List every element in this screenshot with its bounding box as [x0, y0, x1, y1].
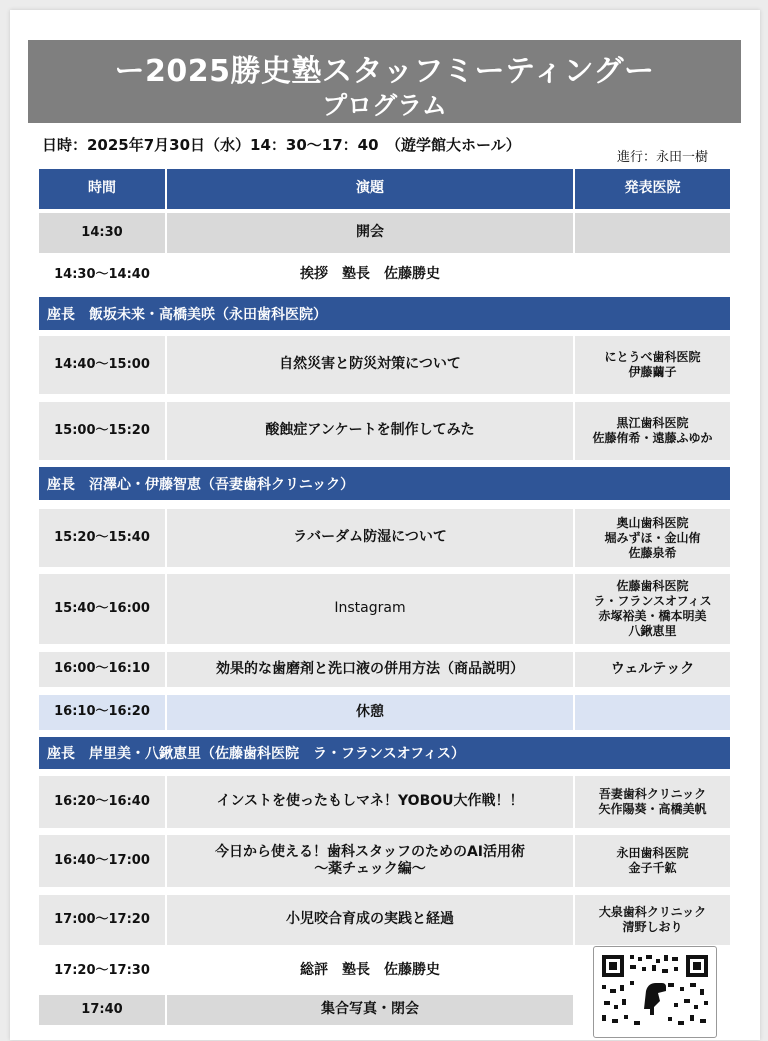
table-row	[39, 402, 730, 460]
table-row	[39, 336, 730, 394]
chair-row	[39, 467, 730, 500]
table-row	[39, 213, 730, 253]
row-time: 14:30	[39, 213, 165, 253]
row-hospital: 佐藤歯科医院 ラ・フランスオフィス 赤塚裕美・橋本明美 八鍬恵里	[575, 574, 730, 644]
chair-row	[39, 297, 730, 330]
table-row	[39, 509, 730, 567]
row-topic: Instagram	[167, 574, 573, 644]
row-topic: 今日から使える！歯科スタッフのためのAI活用術 〜薬チェック編〜	[167, 835, 573, 887]
table-row	[39, 835, 730, 887]
row-hospital	[575, 213, 730, 253]
row-topic: 挨拶 塾長 佐藤勝史	[167, 255, 573, 295]
chair-label: 座長 沼澤心・伊藤智恵（吾妻歯科クリニック）	[47, 476, 355, 493]
row-hospital	[575, 695, 730, 730]
row-topic: ラバーダム防湿について	[167, 509, 573, 567]
row-topic: 総評 塾長 佐藤勝史	[167, 951, 573, 991]
row-time: 17:00〜17:20	[39, 895, 165, 945]
chair-row	[39, 737, 730, 769]
row-time: 16:10〜16:20	[39, 695, 165, 730]
row-topic: 休憩	[167, 695, 573, 730]
header-topic: 演題	[167, 169, 573, 209]
event-datetime: 日時：2025年7月30日（水）14：30〜17：40 （遊学館大ホール）	[42, 136, 521, 154]
row-time: 16:00〜16:10	[39, 652, 165, 687]
title-line1: ー2025勝史塾スタッフミーティングー	[114, 54, 655, 89]
row-time: 17:20〜17:30	[39, 951, 165, 991]
qr-code	[593, 946, 717, 1038]
header-hospital: 発表医院	[575, 169, 730, 209]
table-row	[39, 895, 730, 945]
row-hospital: 黒江歯科医院 佐藤侑希・遠藤ふゆか	[575, 402, 730, 460]
table-header	[39, 169, 730, 209]
row-topic: 集合写真・閉会	[167, 995, 573, 1025]
row-hospital: ウェルテック	[575, 652, 730, 687]
header-time: 時間	[39, 169, 165, 209]
row-topic: インストを使ったもしマネ！YOBOU大作戦！！	[167, 776, 573, 828]
break-row	[39, 695, 730, 730]
chair-label: 座長 岸里美・八鍬恵里（佐藤歯科医院 ラ・フランスオフィス）	[47, 746, 466, 762]
row-hospital: 大泉歯科クリニック 清野しおり	[575, 895, 730, 945]
row-time: 16:40〜17:00	[39, 835, 165, 887]
moderator: 進行：永田一樹	[617, 150, 709, 165]
row-hospital: 奥山歯科医院 堀みずほ・金山侑 佐藤泉希	[575, 509, 730, 567]
row-time: 15:20〜15:40	[39, 509, 165, 567]
chair-label: 座長 飯坂未来・高橋美咲（永田歯科医院）	[47, 306, 327, 323]
table-row	[39, 776, 730, 828]
row-topic: 効果的な歯磨剤と洗口液の併用方法（商品説明）	[167, 652, 573, 687]
title-line2: プログラム	[322, 91, 447, 120]
row-topic: 自然災害と防災対策について	[167, 336, 573, 394]
row-topic: 小児咬合育成の実践と経過	[167, 895, 573, 945]
row-time: 14:40〜15:00	[39, 336, 165, 394]
table-row	[39, 255, 730, 295]
row-hospital: 永田歯科医院 金子千鉱	[575, 835, 730, 887]
title-banner	[28, 40, 741, 123]
row-time: 17:40	[39, 995, 165, 1025]
row-topic: 酸蝕症アンケートを制作してみた	[167, 402, 573, 460]
row-topic: 開会	[167, 213, 573, 253]
row-time: 15:40〜16:00	[39, 574, 165, 644]
table-row	[39, 574, 730, 644]
table-row	[39, 652, 730, 687]
row-time: 14:30〜14:40	[39, 255, 165, 295]
row-hospital: 吾妻歯科クリニック 矢作陽葵・高橋美帆	[575, 776, 730, 828]
row-time: 16:20〜16:40	[39, 776, 165, 828]
row-hospital	[575, 255, 730, 295]
row-hospital: にとうべ歯科医院 伊藤繭子	[575, 336, 730, 394]
row-time: 15:00〜15:20	[39, 402, 165, 460]
